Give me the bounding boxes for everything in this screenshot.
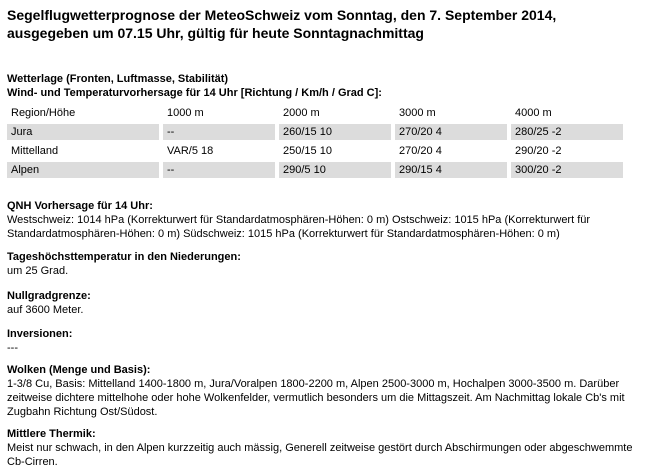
table-header-cell: 2000 m: [283, 107, 320, 119]
table-header-cell: 1000 m: [167, 107, 204, 119]
table-cell: 250/15 10: [283, 145, 332, 157]
wetterlage-section: [7, 72, 643, 100]
table-cell: 260/15 10: [279, 124, 391, 140]
table-row: [7, 143, 623, 159]
table-cell: 290/15 4: [395, 162, 507, 178]
qnh-text: Westschweiz: 1014 hPa (Korrekturwert für Standardatmosphären-Höhen: 0 m) Ostschweiz: 1015 hPa (Korrekturwert für Standardatmosphären-Höhen: 0 m) Südschweiz: 1015 hPa (Korrekturwert für Standardatmosphären-Höhen: 0 m): [7, 214, 591, 240]
table-cell: 270/20 4: [395, 124, 507, 140]
thermik-text: Meist nur schwach, in den Alpen kurzzeitig auch mässig, Generell zeitweise gestört durch Abschirmungen oder abgeschwemmte Cb-Cirren.: [7, 442, 633, 468]
nullgrad-section: [7, 289, 643, 317]
wolken-section: [7, 363, 643, 419]
inversionen-heading: Inversionen:: [7, 328, 73, 340]
inversionen-section: [7, 327, 643, 355]
table-cell: 280/25 -2: [511, 124, 623, 140]
temperature-heading: Tageshöchsttemperatur in den Niederungen:: [7, 251, 241, 263]
table-header-cell: 4000 m: [515, 107, 552, 119]
table-cell: --: [163, 124, 275, 140]
table-cell: Jura: [7, 124, 159, 140]
table-cell: Alpen: [7, 162, 159, 178]
thermik-section: [7, 427, 643, 469]
wetterlage-heading: Wetterlage (Fronten, Luftmasse, Stabilität): [7, 73, 229, 85]
page-title: Segelflugwetterprognose der MeteoSchweiz vom Sonntag, den 7. September 2014, ausgegeben um 07.15 Uhr, gültig für heute Sonntagnachmittag: [7, 7, 557, 41]
table-header-cell: 3000 m: [399, 107, 436, 119]
qnh-heading: QNH Vorhersage für 14 Uhr:: [7, 200, 153, 212]
table-cell: 300/20 -2: [511, 162, 623, 178]
table-cell: Mittelland: [11, 145, 59, 157]
temperature-text: um 25 Grad.: [7, 265, 69, 277]
nullgrad-heading: Nullgradgrenze:: [7, 290, 91, 302]
temperature-section: [7, 250, 643, 278]
inversionen-text: ---: [7, 342, 18, 354]
wolken-text: 1-3/8 Cu, Basis: Mittelland 1400-1800 m, Jura/Voralpen 1800-2200 m, Alpen 2500-3000 m, Hochalpen 3000-3500 m. Darüber zeitweise dichtere mittelhohe oder hohe Wolkenfelder, vermutlich besonders um die Mittagszeit. Am Nachmittag lokale Cb's mit Zugbahn Richtung Ost/Südost.: [7, 378, 625, 418]
qnh-section: [7, 199, 643, 241]
wind-heading: Wind- und Temperaturvorhersage für 14 Uhr [Richtung / Km/h / Grad C]:: [7, 87, 382, 99]
table-cell: 290/20 -2: [515, 145, 562, 157]
table-row: [7, 124, 623, 140]
table-row: [7, 162, 623, 178]
table-header-cell: Region/Höhe: [11, 107, 76, 119]
wind-temperature-table: [3, 102, 627, 181]
thermik-heading: Mittlere Thermik:: [7, 428, 96, 440]
table-cell: --: [163, 162, 275, 178]
table-cell: 270/20 4: [399, 145, 442, 157]
table-header-row: [7, 105, 623, 121]
table-cell: 290/5 10: [279, 162, 391, 178]
table-cell: VAR/5 18: [167, 145, 214, 157]
wolken-heading: Wolken (Menge und Basis):: [7, 364, 151, 376]
nullgrad-text: auf 3600 Meter.: [7, 304, 84, 316]
